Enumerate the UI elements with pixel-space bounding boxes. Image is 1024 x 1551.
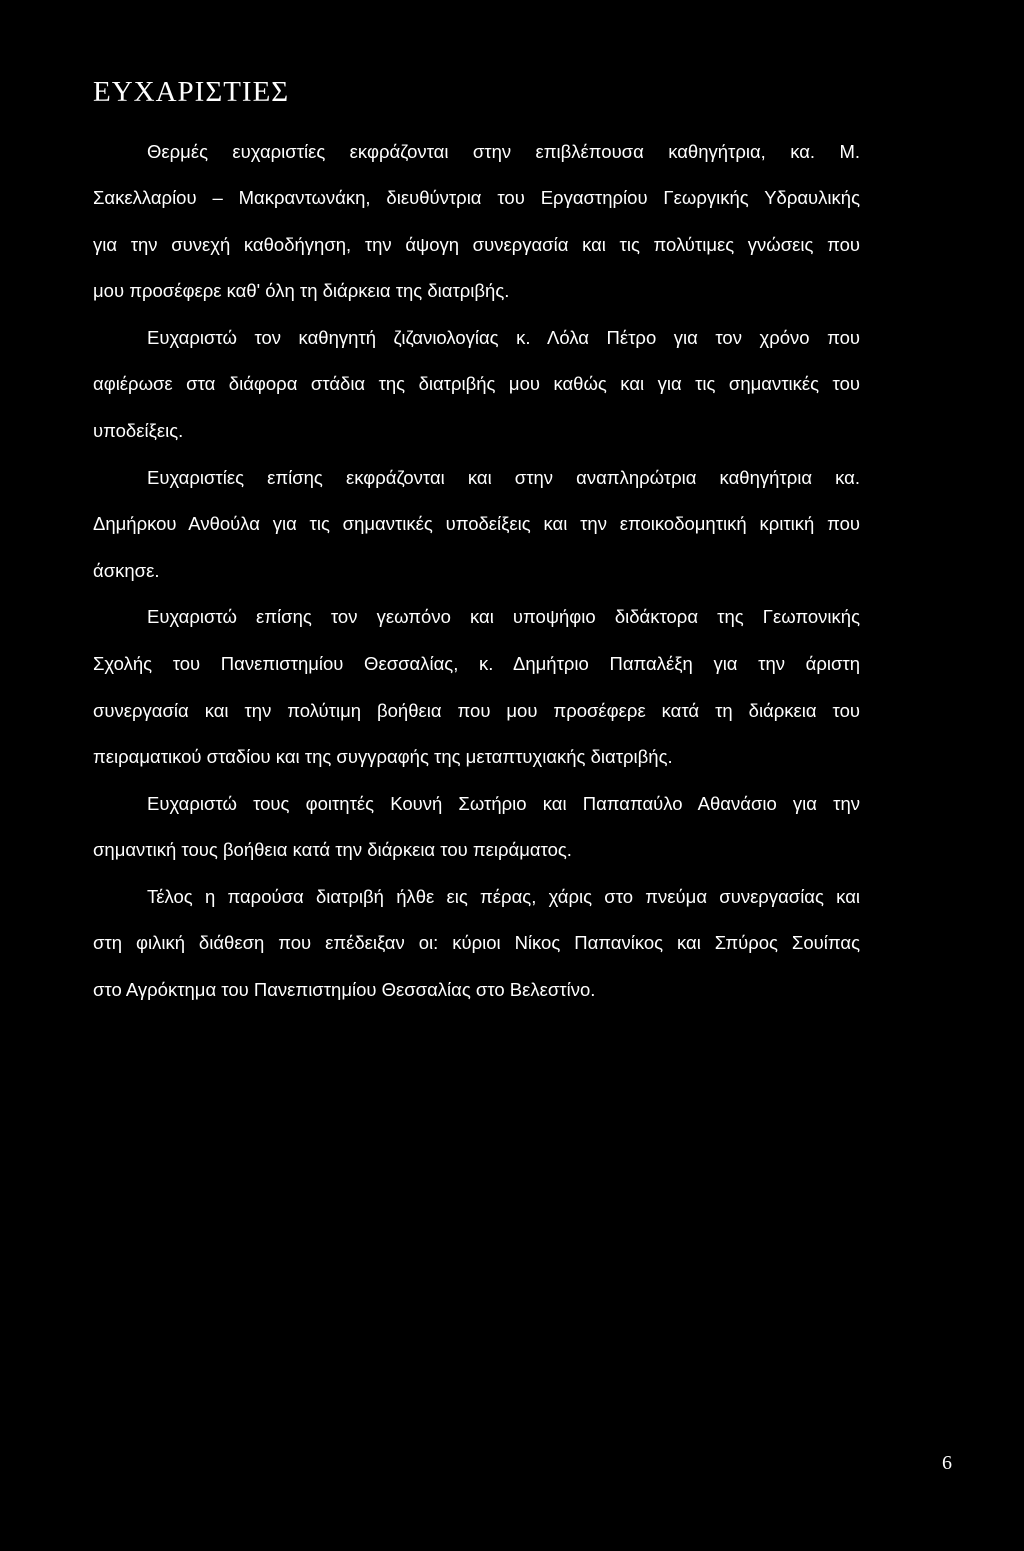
text-line: Ευχαριστίες επίσης εκφράζονται και στην αναπληρώτρια καθηγήτρια κα.: [147, 467, 860, 488]
text-line: Ευχαριστώ τους φοιτητές Κουνή Σωτήριο και Παπαπαύλο Αθανάσιο για την: [147, 793, 860, 814]
text-line: άσκησε.: [93, 560, 160, 581]
text-line: πειραματικού σταδίου και της συγγραφής της μεταπτυχιακής διατριβής.: [93, 746, 673, 767]
text-line: στο Αγρόκτημα του Πανεπιστημίου Θεσσαλίας στο Βελεστίνο.: [93, 979, 596, 1000]
text-line: Θερμές ευχαριστίες εκφράζονται στην επιβλέπουσα καθηγήτρια, κα. Μ.: [147, 141, 860, 162]
text-line: Ευχαριστώ τον καθηγητή ζιζανιολογίας κ. Λόλα Πέτρο για τον χρόνο που: [147, 327, 860, 348]
text-line: αφιέρωσε στα διάφορα στάδια της διατριβής μου καθώς και για τις σημαντικές του: [93, 373, 860, 394]
text-line: για την συνεχή καθοδήγηση, την άψογη συνεργασία και τις πολύτιμες γνώσεις που: [93, 234, 860, 255]
text-line: Ευχαριστώ επίσης τον γεωπόνο και υποψήφιο διδάκτορα της Γεωπονικής: [147, 606, 860, 627]
text-line: στη φιλική διάθεση που επέδειξαν οι: κύριοι Νίκος Παπανίκος και Σπύρος Σουίπας: [93, 932, 860, 953]
text-line: Τέλος η παρούσα διατριβή ήλθε εις πέρας, χάρις στο πνεύμα συνεργασίας και: [147, 886, 860, 907]
page-title: ΕΥΧΑΡΙΣΤΙΕΣ: [93, 76, 290, 108]
text-line: Σακελλαρίου – Μακραντωνάκη, διευθύντρια του Εργαστηρίου Γεωργικής Υδραυλικής: [93, 187, 860, 208]
text-line: σημαντική τους βοήθεια κατά την διάρκεια του πειράματος.: [93, 839, 572, 860]
text-line: υποδείξεις.: [93, 420, 184, 441]
page-number: 6: [942, 1452, 952, 1474]
text-line: συνεργασία και την πολύτιμη βοήθεια που μου προσέφερε κατά τη διάρκεια του: [93, 700, 860, 721]
text-line: Δημήρκου Ανθούλα για τις σημαντικές υποδείξεις και την εποικοδομητική κριτική που: [93, 513, 860, 534]
text-line: Σχολής του Πανεπιστημίου Θεσσαλίας, κ. Δημήτριο Παπαλέξη για την άριστη: [93, 653, 860, 674]
text-line: μου προσέφερε καθ' όλη τη διάρκεια της διατριβής.: [93, 280, 510, 301]
